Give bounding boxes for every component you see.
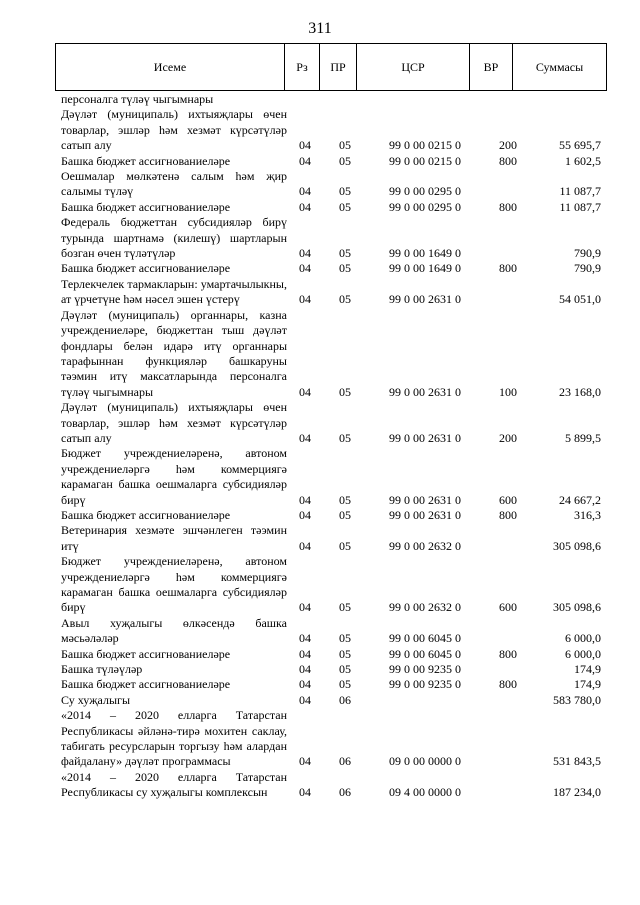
cell-sum: 24 667,2 [559, 492, 601, 507]
cell-sum: 316,3 [574, 507, 601, 522]
cell-sum: 790,9 [574, 246, 601, 261]
header-name: Исеме [56, 44, 285, 91]
cell-rz: 04 [299, 492, 311, 507]
table-row [61, 708, 601, 770]
cell-csr: 99 0 00 1649 0 [389, 261, 461, 276]
cell-rz: 04 [299, 600, 311, 615]
header-sum: Суммасы [513, 44, 607, 91]
cell-rz: 04 [299, 646, 311, 661]
cell-rz: 04 [299, 538, 311, 553]
cell-pr: 05 [339, 538, 351, 553]
cell-rz: 04 [299, 261, 311, 276]
cell-sum: 6 000,0 [565, 646, 601, 661]
cell-pr: 05 [339, 199, 351, 214]
cell-vr: 800 [499, 153, 517, 168]
cell-csr: 99 0 00 2631 0 [389, 430, 461, 445]
cell-pr: 05 [339, 153, 351, 168]
cell-pr: 05 [339, 507, 351, 522]
cell-pr: 05 [339, 600, 351, 615]
cell-rz: 04 [299, 785, 311, 800]
cell-csr: 99 0 00 1649 0 [389, 246, 461, 261]
cell-sum: 11 087,7 [559, 184, 601, 199]
cell-name: Башка бюджет ассигнованиеләре [61, 646, 231, 661]
cell-name: Башка бюджет ассигнованиеләре [61, 261, 231, 276]
header-csr: ЦСР [357, 44, 470, 91]
cell-rz: 04 [299, 384, 311, 399]
table-row [61, 523, 601, 554]
cell-rz: 04 [299, 184, 311, 199]
cell-rz: 04 [299, 631, 311, 646]
cell-name: Федераль бюджеттан субсидияләр бирү турында шартнамә (килешү) шартларын бозган өчен түләтүләр [61, 215, 287, 261]
cell-sum: 174,9 [574, 677, 601, 692]
cell-rz: 04 [299, 292, 311, 307]
cell-name: Башка бюджет ассигнованиеләре [61, 677, 231, 692]
cell-rz: 04 [299, 246, 311, 261]
cell-name: персоналга түләү чыгымнары [61, 92, 214, 106]
cell-name: Башка бюджет ассигнованиеләре [61, 507, 231, 522]
table-row [61, 92, 601, 107]
cell-vr: 200 [499, 138, 517, 153]
cell-vr: 600 [499, 492, 517, 507]
cell-csr: 99 0 00 2631 0 [389, 292, 461, 307]
cell-sum: 174,9 [574, 662, 601, 677]
cell-pr: 05 [339, 184, 351, 199]
cell-rz: 04 [299, 153, 311, 168]
table-row [61, 200, 601, 215]
cell-name: Башка бюджет ассигнованиеләре [61, 153, 231, 168]
cell-rz: 04 [299, 199, 311, 214]
table-row [61, 400, 601, 446]
cell-csr: 99 0 00 6045 0 [389, 631, 461, 646]
cell-rz: 04 [299, 507, 311, 522]
table-row [61, 215, 601, 261]
table-row [61, 446, 601, 508]
cell-csr: 99 0 00 0295 0 [389, 199, 461, 214]
cell-csr: 09 4 00 0000 0 [389, 785, 461, 800]
cell-csr: 99 0 00 2631 0 [389, 384, 461, 399]
cell-name: Башка бюджет ассигнованиеләре [61, 199, 231, 214]
table-row [61, 662, 601, 677]
cell-sum: 187 234,0 [553, 785, 601, 800]
cell-sum: 305 098,6 [553, 600, 601, 615]
cell-vr: 100 [499, 384, 517, 399]
cell-name: Бюджет учреждениеләренә, автоном учреждениеләргә һәм коммерциягә карамаган башка оешмаларга субсидияләр бирү [61, 446, 287, 507]
cell-pr: 05 [339, 492, 351, 507]
cell-pr: 06 [339, 754, 351, 769]
table-row [61, 647, 601, 662]
cell-csr: 99 0 00 9235 0 [389, 662, 461, 677]
cell-vr: 800 [499, 507, 517, 522]
cell-sum: 5 899,5 [565, 430, 601, 445]
cell-rz: 04 [299, 677, 311, 692]
header-vr: ВР [470, 44, 513, 91]
cell-name: Дәүләт (муниципаль) ихтыяҗлары өчен товарлар, эшләр һәм хезмәт күрсәтүләр сатып алу [61, 107, 287, 153]
cell-vr: 800 [499, 646, 517, 661]
page-number: 311 [308, 20, 332, 37]
cell-sum: 23 168,0 [559, 384, 601, 399]
cell-rz: 04 [299, 430, 311, 445]
cell-vr: 800 [499, 261, 517, 276]
table-row [61, 554, 601, 616]
table-row [61, 308, 601, 400]
cell-pr: 05 [339, 138, 351, 153]
table-row [61, 169, 601, 200]
cell-sum: 11 087,7 [559, 199, 601, 214]
cell-csr: 99 0 00 2632 0 [389, 600, 461, 615]
table-row [61, 107, 601, 153]
cell-name: Бюджет учреждениеләренә, автоном учреждениеләргә һәм коммерциягә карамаган башка оешмаларга субсидияләр бирү [61, 554, 287, 615]
cell-sum: 55 695,7 [559, 138, 601, 153]
cell-pr: 05 [339, 631, 351, 646]
cell-csr: 99 0 00 0215 0 [389, 138, 461, 153]
cell-pr: 05 [339, 662, 351, 677]
table-row [61, 277, 601, 308]
table-row [61, 677, 601, 692]
cell-name: Терлекчелек тармакларын: умартачылыкны, ат үрчетүне һәм нәсел эшен үстерү [61, 276, 287, 307]
cell-sum: 1 602,5 [565, 153, 601, 168]
cell-name: Су хуҗалыгы [61, 692, 131, 707]
cell-sum: 54 051,0 [559, 292, 601, 307]
table-row [61, 770, 601, 801]
cell-rz: 04 [299, 138, 311, 153]
cell-name: «2014 – 2020 елларга Татарстан Республикасы су хуҗалыгы комплексын [61, 769, 287, 800]
cell-rz: 04 [299, 662, 311, 677]
cell-name: Ветеринария хезмәте эшчәнлеген тәэмин итү [61, 523, 287, 553]
cell-pr: 05 [339, 292, 351, 307]
cell-name: Дәүләт (муниципаль) ихтыяҗлары өчен товарлар, эшләр һәм хезмәт күрсәтүләр сатып алу [61, 400, 287, 445]
table-body [61, 92, 601, 801]
table-row [61, 616, 601, 647]
cell-sum: 531 843,5 [553, 754, 601, 769]
cell-name: «2014 – 2020 елларга Татарстан Республикасы әйләнә-тирә мохитен саклау, табигать ресурсларын торгызу һәм алардан файдалану» дәүләт программасы [61, 708, 287, 769]
cell-vr: 600 [499, 600, 517, 615]
table-row [61, 154, 601, 169]
cell-pr: 05 [339, 646, 351, 661]
cell-csr: 99 0 00 0215 0 [389, 153, 461, 168]
cell-rz: 04 [299, 692, 311, 707]
cell-csr: 99 0 00 2631 0 [389, 492, 461, 507]
cell-rz: 04 [299, 754, 311, 769]
cell-vr: 200 [499, 430, 517, 445]
cell-sum: 305 098,6 [553, 538, 601, 553]
cell-vr: 800 [499, 199, 517, 214]
cell-csr: 99 0 00 9235 0 [389, 677, 461, 692]
cell-pr: 05 [339, 384, 351, 399]
cell-vr: 800 [499, 677, 517, 692]
header-rz: Рз [285, 44, 320, 91]
cell-pr: 05 [339, 261, 351, 276]
cell-pr: 05 [339, 677, 351, 692]
cell-pr: 06 [339, 785, 351, 800]
cell-csr: 99 0 00 2632 0 [389, 538, 461, 553]
cell-csr: 99 0 00 2631 0 [389, 507, 461, 522]
table-row [61, 693, 601, 708]
cell-name: Дәүләт (муниципаль) органнары, казна учреждениеләре, бюджеттан тыш дәүләт фондлары белән идарә итү органнары тарафыннан функцияләр башкаруны тәэмин итү максатларында персоналга түләү чыгымнары [61, 307, 287, 399]
cell-csr: 99 0 00 6045 0 [389, 646, 461, 661]
cell-pr: 06 [339, 692, 351, 707]
cell-csr: 99 0 00 0295 0 [389, 184, 461, 199]
table-row [61, 261, 601, 276]
table-header [55, 43, 607, 91]
cell-sum: 583 780,0 [553, 692, 601, 707]
cell-csr: 09 0 00 0000 0 [389, 754, 461, 769]
table-row [61, 508, 601, 523]
cell-pr: 05 [339, 246, 351, 261]
cell-name: Башка түләүләр [61, 662, 143, 677]
header-pr: ПР [320, 44, 357, 91]
cell-pr: 05 [339, 430, 351, 445]
cell-name: Авыл хуҗалыгы өлкәсендә башка мәсьәләләр [61, 615, 287, 646]
cell-sum: 6 000,0 [565, 631, 601, 646]
cell-name: Оешмалар мөлкәтенә салым һәм җир салымы түләү [61, 169, 287, 199]
cell-sum: 790,9 [574, 261, 601, 276]
